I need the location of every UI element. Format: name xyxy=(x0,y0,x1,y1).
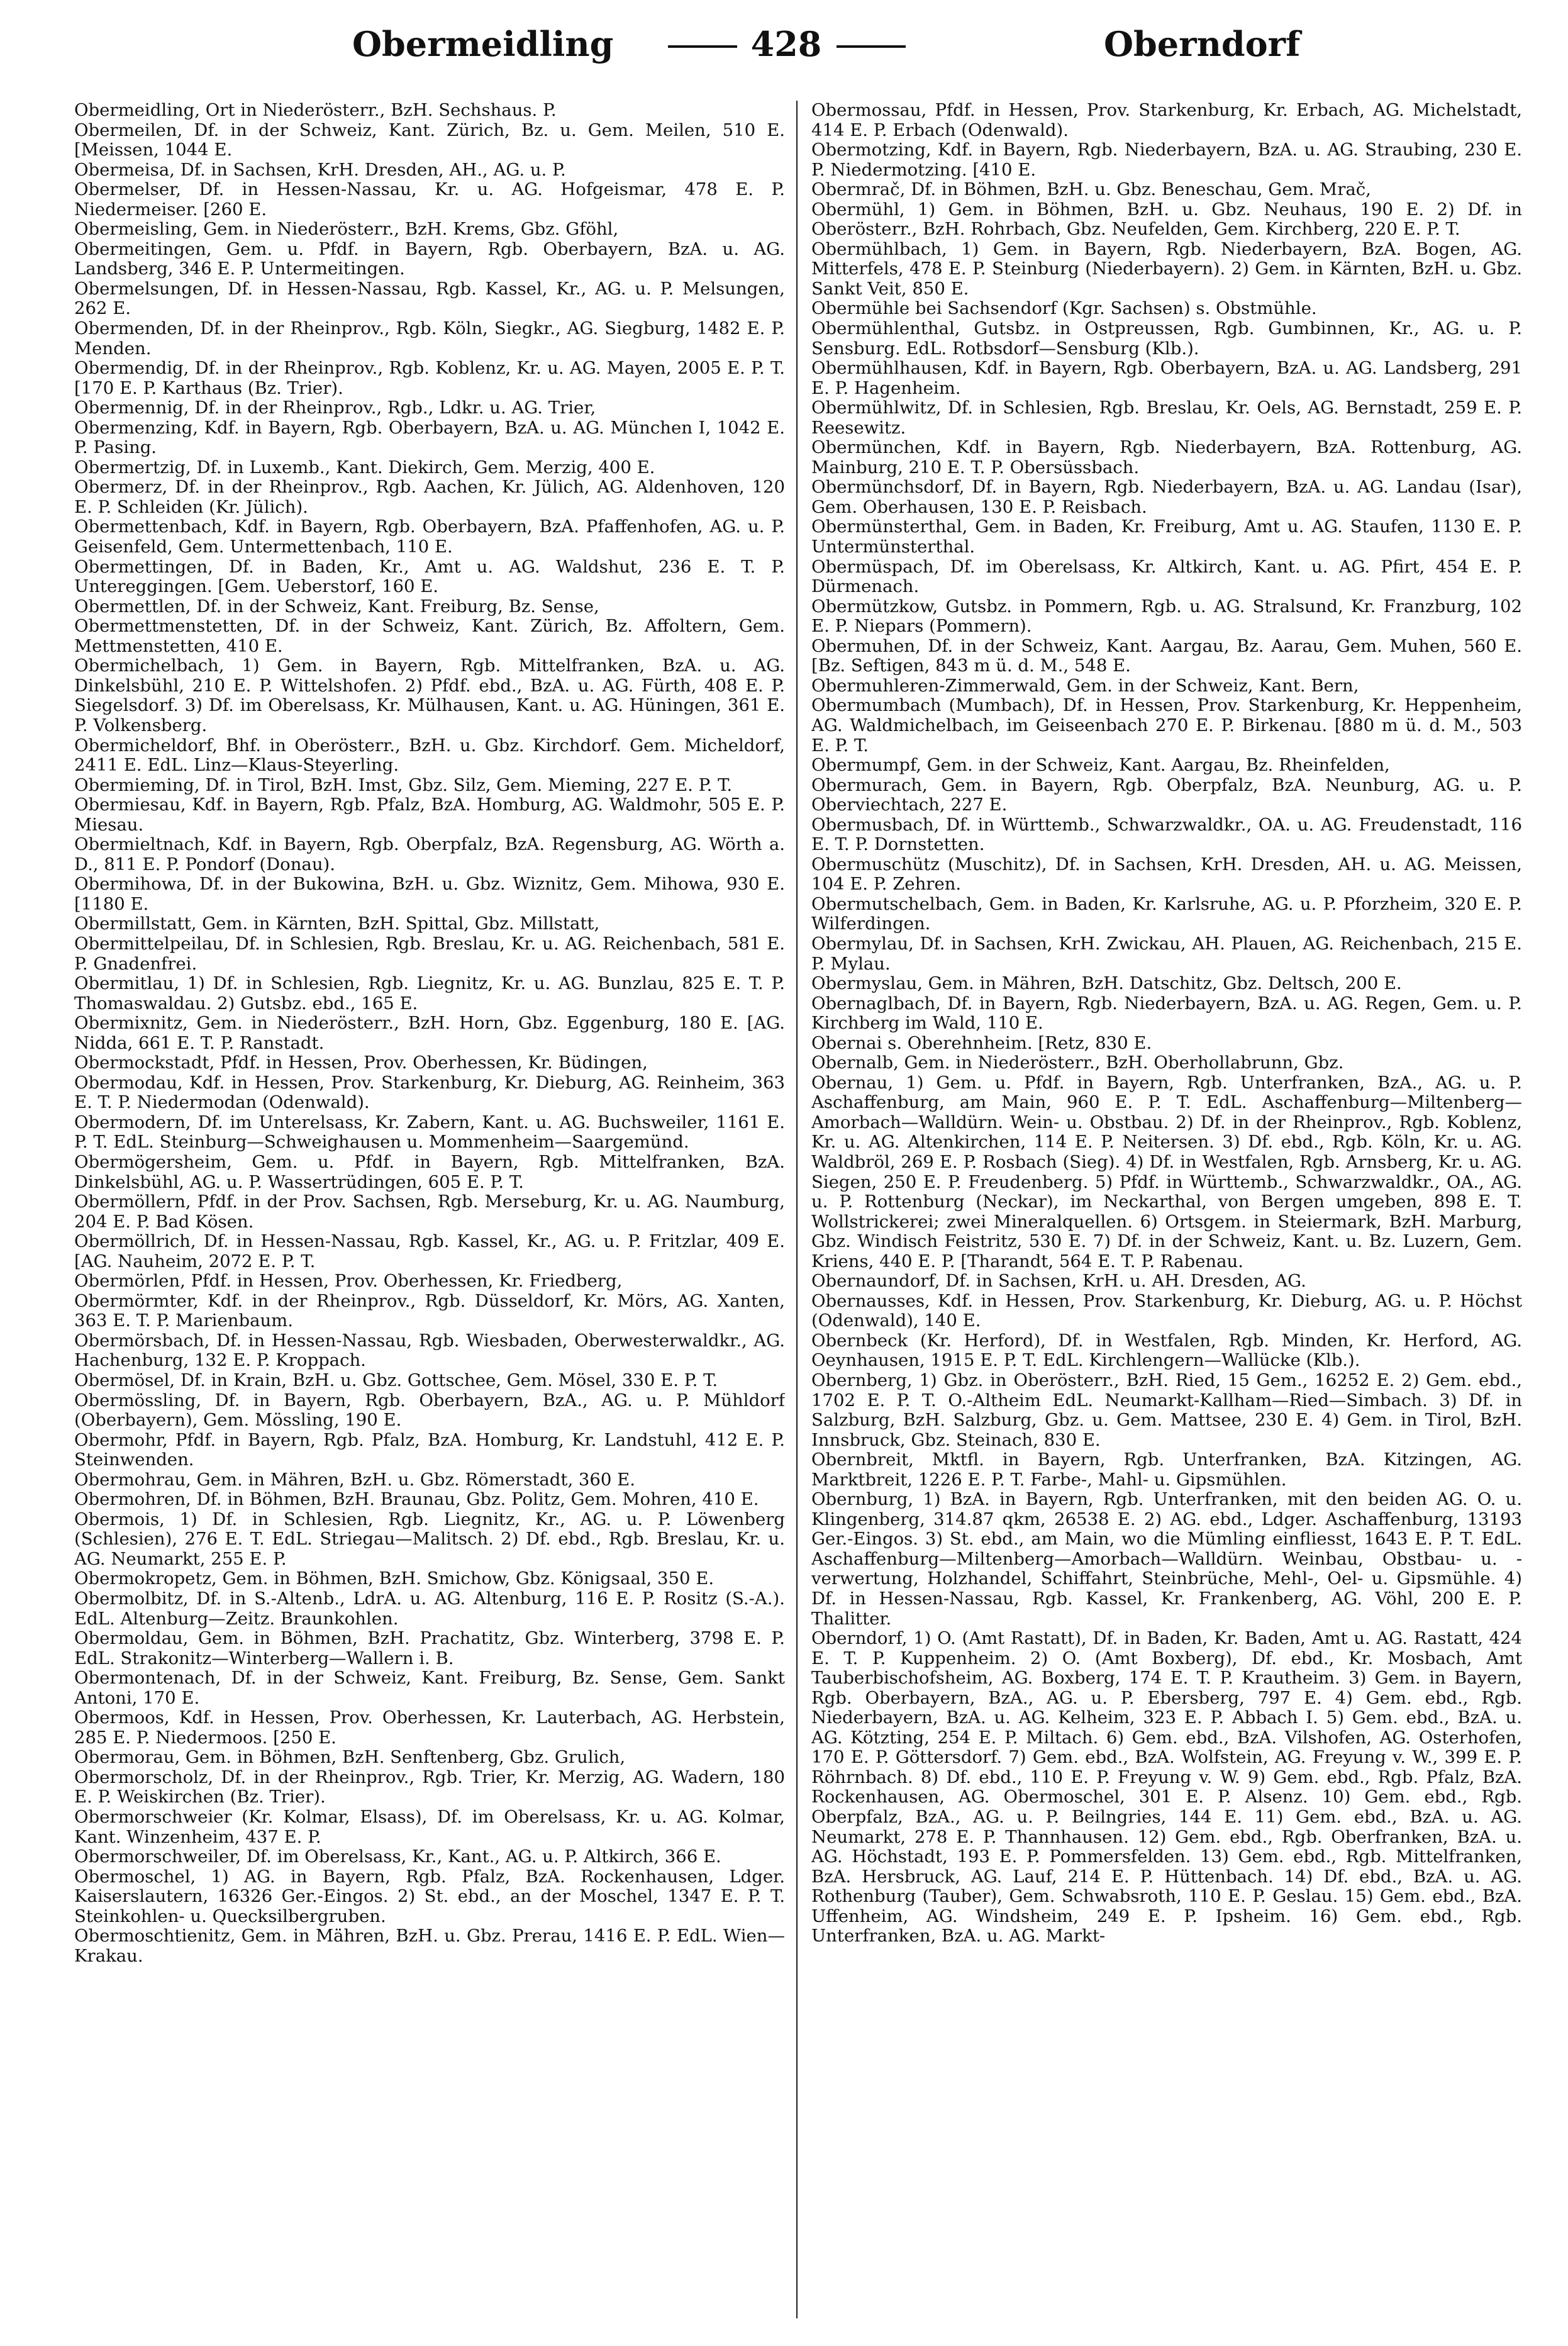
entry: Obermeidling, Ort in Niederösterr., BzH. Sechshaus. P. xyxy=(74,101,557,120)
entry: Obermeisling, Gem. in Niederösterr., BzH. Krems, Gbz. Gföhl, xyxy=(74,219,619,240)
entry: Obermorau, Gem. in Böhmen, BzH. Senftenberg, Gbz. Grulich, xyxy=(74,1747,626,1768)
right-column xyxy=(811,101,1522,2321)
entry: Obernaundorf, Df. in Sachsen, KrH. u. AH. Dresden, AG. xyxy=(811,1271,1306,1292)
entry: Obermorschweiler, Df. im Oberelsass, Kr., Kant., AG. u. P. Altkirch, 366 E. xyxy=(74,1846,721,1867)
entry: Obermützkow, Gutsbz. in Pommern, Rgb. u. AG. Stralsund, Kr. Franzburg, 102 E. P. Niepars (Pommern). xyxy=(811,596,1522,637)
entry: Obermelsungen, Df. in Hessen-Nassau, Rgb. Kassel, Kr., AG. u. P. Melsungen, 262 E. xyxy=(74,278,785,319)
entry: Obernberg, 1) Gbz. in Oberösterr., BzH. Ried, 15 Gem., 16252 E. 2) Gem. ebd., 1702 E. P. T. O.-Altheim EdL. Neumarkt-Kallham—Ried—Simbach. 3) Df. in Salzburg, BzH. Salzburg, Gbz. u. Gem. Mattsee, 230 E. 4) Gem. in Tirol, BzH. Innsbruck, Gbz. Steinach, 830 E. xyxy=(811,1370,1522,1450)
entry: Obermodau, Kdf. in Hessen, Prov. Starkenburg, Kr. Dieburg, AG. Reinheim, 363 E. T. P. Niedermodan (Odenwald). xyxy=(74,1072,785,1113)
entry: Obernalb, Gem. in Niederösterr., BzH. Oberhollabrunn, Gbz. xyxy=(811,1053,1344,1073)
entry: Obermenzing, Kdf. in Bayern, Rgb. Oberbayern, BzA. u. AG. München I, 1042 E. P. Pasing. xyxy=(74,417,785,458)
entry: Obermurach, Gem. in Bayern, Rgb. Oberpfalz, BzA. Neunburg, AG. u. P. Oberviechtach, 227 E. xyxy=(811,774,1522,815)
entry: Obermühle bei Sachsendorf (Kgr. Sachsen) s. Obstmühle. xyxy=(811,298,1317,319)
entry: Obermühl, 1) Gem. in Böhmen, BzH. u. Gbz. Neuhaus, 190 E. 2) Df. in Oberösterr., BzH. Rohrbach, Gbz. Neufelden, Gem. Kirchberg, 220 E. P. T. xyxy=(811,199,1522,240)
entry: Obermieming, Df. in Tirol, BzH. Imst, Gbz. Silz, Gem. Mieming, 227 E. P. T. xyxy=(74,774,733,795)
entry: Obermögersheim, Gem. u. Pfdf. in Bayern, Rgb. Mittelfranken, BzA. Dinkelsbühl, AG. u. P. Wassertrüdingen, 605 E. P. T. xyxy=(74,1151,785,1192)
entry: Obermendig, Df. in der Rheinprov., Rgb. Koblenz, Kr. u. AG. Mayen, 2005 E. P. T. [170 E. P. Karthaus (Bz. Trier). xyxy=(74,358,785,398)
entry: Obermennig, Df. in der Rheinprov., Rgb., Ldkr. u. AG. Trier, xyxy=(74,398,596,418)
entry: Obermertzig, Df. in Luxemb., Kant. Diekirch, Gem. Merzig, 400 E. xyxy=(74,457,655,478)
entry: Obernaglbach, Df. in Bayern, Rgb. Niederbayern, BzA. u. AG. Regen, Gem. u. P. Kirchberg im Wald, 110 E. xyxy=(811,993,1522,1034)
entry: Obermillstatt, Gem. in Kärnten, BzH. Spittal, Gbz. Millstatt, xyxy=(74,913,600,934)
entry: Obernausses, Kdf. in Hessen, Prov. Starkenburg, Kr. Dieburg, AG. u. P. Höchst (Odenwald), 140 E. xyxy=(811,1290,1522,1331)
entry: Obermerz, Df. in der Rheinprov., Rgb. Aachen, Kr. Jülich, AG. Aldenhoven, 120 E. P. Schleiden (Kr. Jülich). xyxy=(74,477,785,517)
left-column xyxy=(74,101,785,2321)
entry: Obermorscholz, Df. in der Rheinprov., Rgb. Trier, Kr. Merzig, AG. Wadern, 180 E. P. Weiskirchen (Bz. Trier). xyxy=(74,1767,785,1807)
entry: Obermoldau, Gem. in Böhmen, BzH. Prachatitz, Gbz. Winterberg, 3798 E. P. EdL. Strakonitz—Winterberg—Wallern i. B. xyxy=(74,1628,785,1668)
entry: Obermois, 1) Df. in Schlesien, Rgb. Liegnitz, Kr., AG. u. P. Löwenberg (Schlesien), 276 E. T. EdL. Striegau—Malitsch. 2) Df. ebd., Rgb. Breslau, Kr. u. AG. Neumarkt, 255 E. P. xyxy=(74,1509,785,1569)
entry: Obermixnitz, Gem. in Niederösterr., BzH. Horn, Gbz. Eggenburg, 180 E. [AG. Nidda, 661 E. T. P. Ranstadt. xyxy=(74,1013,785,1053)
entry: Obermokropetz, Gem. in Böhmen, BzH. Smichow, Gbz. Königsaal, 350 E. xyxy=(74,1568,714,1589)
entry: Obermorschweier (Kr. Kolmar, Elsass), Df. im Oberelsass, Kr. u. AG. Kolmar, Kant. Winzenheim, 437 E. P. xyxy=(74,1807,785,1847)
entry: Obermelser, Df. in Hessen-Nassau, Kr. u. AG. Hofgeismar, 478 E. P. Niedermeiser. [260 E. xyxy=(74,179,785,220)
entry: Obermühlbach, 1) Gem. in Bayern, Rgb. Niederbayern, BzA. Bogen, AG. Mitterfels, 478 E. P. Steinburg (Niederbayern). 2) Gem. in Kärnten, BzH. u. Gbz. Sankt Veit, 850 E. xyxy=(811,238,1522,299)
right-running-head: Oberndorf xyxy=(1104,24,1301,64)
entry: Obernau, 1) Gem. u. Pfdf. in Bayern, Rgb. Unterfranken, BzA., AG. u. P. Aschaffenburg, am Main, 960 E. P. T. EdL. Aschaffenburg—Miltenberg—Amorbach—Walldürn. Wein- u. Obstbau. 2) Df. in der Rheinprov., Rgb. Koblenz, Kr. u. AG. Altenkirchen, 114 E. P. Neitersen. 3) Df. ebd., Rgb. Köln, Kr. u. AG. Waldbröl, 269 E. P. Rosbach (Sieg). 4) Df. in Westfalen, Rgb. Arnsberg, Kr. u. AG. Siegen, 250 E. P. Freudenberg. 5) Pfdf. in Württemb., Schwarzwaldkr., OA., AG. u. P. Rottenburg (Neckar), im Neckarthal, von Bergen umgeben, 898 E. T. Wollstrickerei; zwei Mineralquellen. 6) Ortsgem. in Steiermark, BzH. Marburg, Gbz. Windisch Feistritz, 530 E. 7) Df. in der Schweiz, Kant. u. Bz. Luzern, Gem. Kriens, 440 E. P. [Tharandt, 564 E. T. P. Rabenau. xyxy=(811,1072,1522,1271)
entry: Obermohrau, Gem. in Mähren, BzH. u. Gbz. Römerstadt, 360 E. xyxy=(74,1469,635,1490)
entry: Obermotzing, Kdf. in Bayern, Rgb. Niederbayern, BzA. u. AG. Straubing, 230 E. P. Niedermotzing. [410 E. xyxy=(811,140,1522,180)
entry: Obermieltnach, Kdf. in Bayern, Rgb. Oberpfalz, BzA. Regensburg, AG. Wörth a. D., 811 E. P. Pondorf (Donau). xyxy=(74,834,785,874)
entry: Obermitlau, 1) Df. in Schlesien, Rgb. Liegnitz, Kr. u. AG. Bunzlau, 825 E. T. P. Thomaswaldau. 2) Gutsbz. ebd., 165 E. xyxy=(74,973,785,1014)
entry: Obermrač, Df. in Böhmen, BzH. u. Gbz. Beneschau, Gem. Mrač, xyxy=(811,179,1371,200)
left-running-head: Obermeidling xyxy=(352,24,614,64)
entry: Obermontenach, Df. in der Schweiz, Kant. Freiburg, Bz. Sense, Gem. Sankt Antoni, 170 E. xyxy=(74,1668,785,1708)
entry: Obermüspach, Df. im Oberelsass, Kr. Altkirch, Kant. u. AG. Pfirt, 454 E. P. Dürmenach. xyxy=(811,556,1522,597)
page-header xyxy=(0,24,1568,74)
entry: Obermöllrich, Df. in Hessen-Nassau, Rgb. Kassel, Kr., AG. u. P. Fritzlar, 409 E. [AG. Nauheim, 2072 E. P. T. xyxy=(74,1231,785,1271)
entry: Obermumbach (Mumbach), Df. in Hessen, Prov. Starkenburg, Kr. Heppenheim, AG. Waldmichelbach, im Geiseenbach 270 E. P. Birkenau. [880 m ü. d. M., 503 E. P. T. xyxy=(811,695,1522,756)
entry: Obermolbitz, Df. in S.-Altenb., LdrA. u. AG. Altenburg, 116 E. P. Rositz (S.-A.). EdL. Altenburg—Zeitz. Braunkohlen. xyxy=(74,1589,785,1629)
entry: Obernai s. Oberehnheim. [Retz, 830 E. xyxy=(811,1032,1152,1053)
page-number: 428 xyxy=(750,24,822,64)
entry: Obermeisa, Df. in Sachsen, KrH. Dresden, AH., AG. u. P. xyxy=(74,159,566,180)
entry: Obermumpf, Gem. in der Schweiz, Kant. Aargau, Bz. Rheinfelden, xyxy=(811,755,1390,776)
entry: Obermeilen, Df. in der Schweiz, Kant. Zürich, Bz. u. Gem. Meilen, 510 E. [Meissen, 1044 E. xyxy=(74,120,785,160)
column-divider xyxy=(796,101,798,2318)
entry: Obermöllern, Pfdf. in der Prov. Sachsen, Rgb. Merseburg, Kr. u. AG. Naumburg, 204 E. P. Bad Kösen. xyxy=(74,1192,785,1232)
entry: Obermichelbach, 1) Gem. in Bayern, Rgb. Mittelfranken, BzA. u. AG. Dinkelsbühl, 210 E. P. Wittelshofen. 2) Pfdf. ebd., BzA. u. AG. Fürth, 408 E. P. Siegelsdorf. 3) Df. im Oberelsass, Kr. Mülhausen, Kant. u. AG. Hüningen, 361 E. P. Volkensberg. xyxy=(74,656,785,735)
entry: Obermittelpeilau, Df. in Schlesien, Rgb. Breslau, Kr. u. AG. Reichenbach, 581 E. P. Gnadenfrei. xyxy=(74,933,785,974)
entry: Obernburg, 1) BzA. in Bayern, Rgb. Unterfranken, mit den beiden AG. O. u. Klingenberg, 314.87 qkm, 26538 E. 2) AG. ebd., Ldger. Aschaffenburg, 13193 Ger.-Eingos. 3) St. ebd., am Main, wo die Mümling einfliesst, 1643 E. P. T. EdL. Aschaffenburg—Miltenberg—Amorbach—Walldürn. Weinbau, Obstbau- u. -verwertung, Holzhandel, Schiffahrt, Steinbrüche, Mehl-, Oel- u. Gipsmühle. 4) Df. in Hessen-Nassau, Rgb. Kassel, Kr. Frankenberg, AG. Vöhl, 200 E. P. Thalitter. xyxy=(811,1489,1522,1629)
entry: Obermettmenstetten, Df. in der Schweiz, Kant. Zürich, Bz. Affoltern, Gem. Mettmenstetten, 410 E. xyxy=(74,616,785,656)
entry: Obernbreit, Mktfl. in Bayern, Rgb. Unterfranken, BzA. Kitzingen, AG. Marktbreit, 1226 E. P. T. Farbe-, Mahl- u. Gipsmühlen. xyxy=(811,1449,1522,1490)
entry: Obermenden, Df. in der Rheinprov., Rgb. Köln, Siegkr., AG. Siegburg, 1482 E. P. Menden. xyxy=(74,318,785,359)
entry: Obermettingen, Df. in Baden, Kr., Amt u. AG. Waldshut, 236 E. T. P. Untereggingen. [Gem. Ueberstorf, 160 E. xyxy=(74,556,785,597)
entry: Obermörsbach, Df. in Hessen-Nassau, Rgb. Wiesbaden, Oberwesterwaldkr., AG. Hachenburg, 132 E. P. Kroppach. xyxy=(74,1330,785,1371)
entry: Obermühlenthal, Gutsbz. in Ostpreussen, Rgb. Gumbinnen, Kr., AG. u. P. Sensburg. EdL. Rotbsdorf—Sensburg (Klb.). xyxy=(811,318,1522,359)
entry: Obermösel, Df. in Krain, BzH. u. Gbz. Gottschee, Gem. Mösel, 330 E. P. T. xyxy=(74,1370,718,1390)
entry: Obermünchsdorf, Df. in Bayern, Rgb. Niederbayern, BzA. u. AG. Landau (Isar), Gem. Oberhausen, 130 E. P. Reisbach. xyxy=(811,477,1522,517)
entry: Obermünchen, Kdf. in Bayern, Rgb. Niederbayern, BzA. Rottenburg, AG. Mainburg, 210 E. T. P. Obersüssbach. xyxy=(811,437,1522,478)
entry: Obermörlen, Pfdf. in Hessen, Prov. Oberhessen, Kr. Friedberg, xyxy=(74,1271,623,1292)
entry: Obermühlhausen, Kdf. in Bayern, Rgb. Oberbayern, BzA. u. AG. Landsberg, 291 E. P. Hagenheim. xyxy=(811,358,1522,398)
entry: Obermohren, Df. in Böhmen, BzH. Braunau, Gbz. Politz, Gem. Mohren, 410 E. xyxy=(74,1489,759,1510)
entry: Obermiesau, Kdf. in Bayern, Rgb. Pfalz, BzA. Homburg, AG. Waldmohr, 505 E. P. Miesau. xyxy=(74,795,785,835)
entry: Oberndorf, 1) O. (Amt Rastatt), Df. in Baden, Kr. Baden, Amt u. AG. Rastatt, 424 E. T. P. Kuppenheim. 2) O. (Amt Boxberg), Df. ebd., Kr. Mosbach, Amt Tauberbischofsheim, AG. Boxberg, 174 E. T. P. Krautheim. 3) Gem. in Bayern, Rgb. Oberbayern, BzA., AG. u. P. Ebersberg, 797 E. 4) Gem. ebd., Rgb. Niederbayern, BzA. u. AG. Kelheim, 323 E. P. Abbach I. 5) Gem. ebd., BzA. u. AG. Kötzting, 254 E. P. Miltach. 6) Gem. ebd., BzA. Vilshofen, AG. Osterhofen, 170 E. P. Göttersdorf. 7) Gem. ebd., BzA. Wolfstein, AG. Freyung v. W., 399 E. P. Röhrnbach. 8) Df. ebd., 110 E. P. Freyung v. W. 9) Gem. ebd., Rgb. Pfalz, BzA. Rockenhausen, AG. Obermoschel, 301 E. P. Alsenz. 10) Gem. ebd., Rgb. Oberpfalz, BzA., AG. u. P. Beilngries, 144 E. 11) Gem. ebd., BzA. u. AG. Neumarkt, 278 E. P. Thannhausen. 12) Gem. ebd., Rgb. Oberfranken, BzA. u. AG. Höchstadt, 193 E. P. Pommersfelden. 13) Gem. ebd., Rgb. Mittelfranken, BzA. Hersbruck, AG. Lauf, 214 E. P. Hüttenbach. 14) Df. ebd., BzA. u. AG. Rothenburg (Tauber), Gem. Schwabsroth, 110 E. P. Geslau. 15) Gem. ebd., BzA. Uffenheim, AG. Windsheim, 249 E. P. Ipsheim. 16) Gem. ebd., Rgb. Unterfranken, BzA. u. AG. Markt- xyxy=(811,1628,1522,1947)
entry: Obermoschel, 1) AG. in Bayern, Rgb. Pfalz, BzA. Rockenhausen, Ldger. Kaiserslautern, 16326 Ger.-Eingos. 2) St. ebd., an der Moschel, 1347 E. P. T. Steinkohlen- u. Quecksilbergruben. xyxy=(74,1866,785,1926)
entry: Obermockstadt, Pfdf. in Hessen, Prov. Oberhessen, Kr. Büdingen, xyxy=(74,1053,648,1073)
entry: Obermünsterthal, Gem. in Baden, Kr. Freiburg, Amt u. AG. Staufen, 1130 E. P. Untermünsterthal. xyxy=(811,517,1522,557)
entry: Obermylau, Df. in Sachsen, KrH. Zwickau, AH. Plauen, AG. Reichenbach, 215 E. P. Mylau. xyxy=(811,933,1522,974)
header-dash-right xyxy=(837,45,906,48)
entry: Obermihowa, Df. in der Bukowina, BzH. u. Gbz. Wiznitz, Gem. Mihowa, 930 E. [1180 E. xyxy=(74,874,785,914)
entry: Obermutschelbach, Gem. in Baden, Kr. Karlsruhe, AG. u. P. Pforzheim, 320 E. P. Wilferdingen. xyxy=(811,893,1522,934)
entry: Obermuhen, Df. in der Schweiz, Kant. Aargau, Bz. Aarau, Gem. Muhen, 560 E. [Bz. Seftigen, 843 m ü. d. M., 548 E. xyxy=(811,635,1522,676)
entry: Obermusbach, Df. in Württemb., Schwarzwaldkr., OA. u. AG. Freudenstadt, 116 E. T. P. Dornstetten. xyxy=(811,814,1522,855)
entry: Obernbeck (Kr. Herford), Df. in Westfalen, Rgb. Minden, Kr. Herford, AG. Oeynhausen, 1915 E. P. T. EdL. Kirchlengern—Wallücke (Klb.). xyxy=(811,1330,1522,1371)
entry: Obermössling, Df. in Bayern, Rgb. Oberbayern, BzA., AG. u. P. Mühldorf (Oberbayern), Gem. Mössling, 190 E. xyxy=(74,1390,785,1431)
entry: Obermossau, Pfdf. in Hessen, Prov. Starkenburg, Kr. Erbach, AG. Michelstadt, 414 E. P. Erbach (Odenwald). xyxy=(811,101,1522,140)
entry: Obermoos, Kdf. in Hessen, Prov. Oberhessen, Kr. Lauterbach, AG. Herbstein, 285 E. P. Niedermoos. [250 E. xyxy=(74,1707,785,1748)
entry: Obermyslau, Gem. in Mähren, BzH. Datschitz, Gbz. Deltsch, 200 E. xyxy=(811,973,1402,994)
entry: Obermuhleren-Zimmerwald, Gem. in der Schweiz, Kant. Bern, xyxy=(811,675,1359,696)
entry: Obermicheldorf, Bhf. in Oberösterr., BzH. u. Gbz. Kirchdorf. Gem. Micheldorf, 2411 E. EdL. Linz—Klaus-Steyerling. xyxy=(74,735,785,776)
entry: Obermodern, Df. im Unterelsass, Kr. Zabern, Kant. u. AG. Buchsweiler, 1161 E. P. T. EdL. Steinburg—Schweighausen u. Mommenheim—Saargemünd. xyxy=(74,1112,785,1153)
entry: Obermettenbach, Kdf. in Bayern, Rgb. Oberbayern, BzA. Pfaffenhofen, AG. u. P. Geisenfeld, Gem. Untermettenbach, 110 E. xyxy=(74,517,785,557)
entry: Obermeitingen, Gem. u. Pfdf. in Bayern, Rgb. Oberbayern, BzA. u. AG. Landsberg, 346 E. P. Untermeitingen. xyxy=(74,238,785,279)
entry: Obermohr, Pfdf. in Bayern, Rgb. Pfalz, BzA. Homburg, Kr. Landstuhl, 412 E. P. Steinwenden. xyxy=(74,1429,785,1470)
entry: Obermuschütz (Muschitz), Df. in Sachsen, KrH. Dresden, AH. u. AG. Meissen, 104 E. P. Zehren. xyxy=(811,854,1522,895)
entry: Obermoschtienitz, Gem. in Mähren, BzH. u. Gbz. Prerau, 1416 E. P. EdL. Wien—Krakau. xyxy=(74,1926,785,1966)
entry: Obermettlen, Df. in der Schweiz, Kant. Freiburg, Bz. Sense, xyxy=(74,596,599,617)
entry: Obermörmter, Kdf. in der Rheinprov., Rgb. Düsseldorf, Kr. Mörs, AG. Xanten, 363 E. T. P. Marienbaum. xyxy=(74,1290,785,1331)
entry: Obermühlwitz, Df. in Schlesien, Rgb. Breslau, Kr. Oels, AG. Bernstadt, 259 E. P. Reesewitz. xyxy=(811,398,1522,438)
